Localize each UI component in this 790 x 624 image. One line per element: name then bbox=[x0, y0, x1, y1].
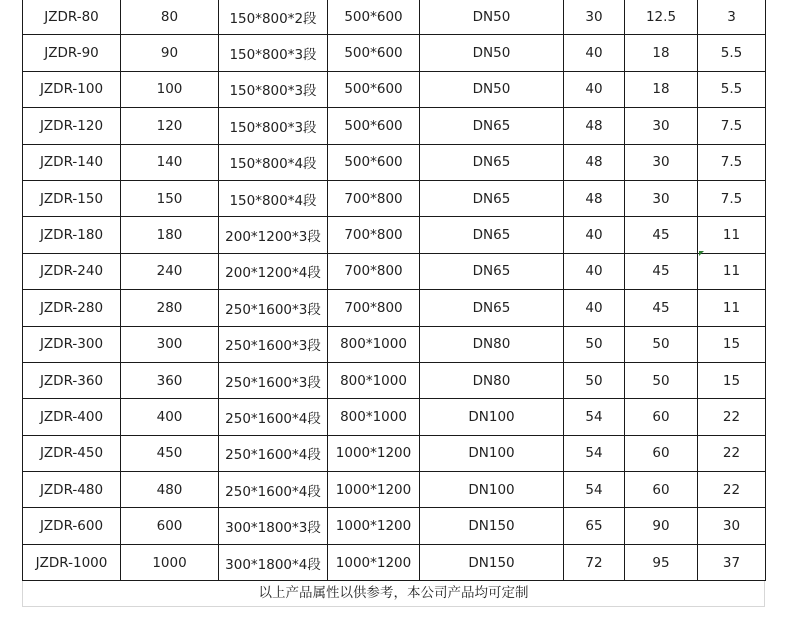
table-cell: JZDR-180 bbox=[23, 217, 121, 253]
table-cell: DN65 bbox=[420, 180, 564, 216]
table-cell: 300 bbox=[121, 326, 219, 362]
table-cell: 30 bbox=[698, 508, 766, 544]
table-cell: 5.5 bbox=[698, 35, 766, 71]
table-cell: 150*800*4段 bbox=[219, 144, 328, 180]
table-cell: JZDR-90 bbox=[23, 35, 121, 71]
table-cell: 100 bbox=[121, 71, 219, 107]
table-cell: 600 bbox=[121, 508, 219, 544]
table-cell: JZDR-280 bbox=[23, 290, 121, 326]
table-cell: 50 bbox=[625, 326, 698, 362]
table-cell: JZDR-450 bbox=[23, 435, 121, 471]
table-cell: 480 bbox=[121, 472, 219, 508]
table-cell: 1000*1200 bbox=[328, 544, 420, 580]
table-cell: 48 bbox=[564, 180, 625, 216]
table-cell: 400 bbox=[121, 399, 219, 435]
table-cell: DN100 bbox=[420, 472, 564, 508]
table-row bbox=[23, 144, 766, 180]
table-cell: 300*1800*3段 bbox=[219, 508, 328, 544]
table-cell: JZDR-140 bbox=[23, 144, 121, 180]
table-cell: 240 bbox=[121, 253, 219, 289]
table-cell: 700*800 bbox=[328, 180, 420, 216]
table-cell: 7.5 bbox=[698, 180, 766, 216]
table-cell: 200*1200*3段 bbox=[219, 217, 328, 253]
table-row bbox=[23, 71, 766, 107]
table-cell: 90 bbox=[625, 508, 698, 544]
table-cell: 15 bbox=[698, 326, 766, 362]
table-cell: 30 bbox=[625, 180, 698, 216]
table-cell: 250*1600*4段 bbox=[219, 399, 328, 435]
table-footnote: 以上产品属性以供参考，本公司产品均可定制 bbox=[22, 581, 765, 607]
table-cell: 120 bbox=[121, 108, 219, 144]
table-cell: 18 bbox=[625, 35, 698, 71]
table-cell: 15 bbox=[698, 362, 766, 398]
table-cell: 450 bbox=[121, 435, 219, 471]
table-cell: 800*1000 bbox=[328, 362, 420, 398]
table-cell: 250*1600*4段 bbox=[219, 472, 328, 508]
table-cell: 800*1000 bbox=[328, 399, 420, 435]
table-cell: 30 bbox=[564, 0, 625, 35]
table-cell: 250*1600*3段 bbox=[219, 326, 328, 362]
table-cell: 200*1200*4段 bbox=[219, 253, 328, 289]
table-cell: JZDR-300 bbox=[23, 326, 121, 362]
table-row bbox=[23, 362, 766, 398]
table-row bbox=[23, 399, 766, 435]
table-cell: JZDR-100 bbox=[23, 71, 121, 107]
table-cell: 22 bbox=[698, 435, 766, 471]
table-cell: DN150 bbox=[420, 544, 564, 580]
table-cell: 500*600 bbox=[328, 71, 420, 107]
table-row bbox=[23, 290, 766, 326]
spec-table bbox=[22, 0, 766, 581]
table-cell: 500*600 bbox=[328, 0, 420, 35]
table-row bbox=[23, 435, 766, 471]
table-cell: 40 bbox=[564, 35, 625, 71]
table-cell: 1000*1200 bbox=[328, 435, 420, 471]
table-cell: JZDR-150 bbox=[23, 180, 121, 216]
table-cell: 700*800 bbox=[328, 217, 420, 253]
table-cell: 150*800*2段 bbox=[219, 0, 328, 35]
table-row bbox=[23, 326, 766, 362]
table-cell: 800*1000 bbox=[328, 326, 420, 362]
table-cell: 22 bbox=[698, 399, 766, 435]
table-cell: 54 bbox=[564, 472, 625, 508]
table-cell: 80 bbox=[121, 0, 219, 35]
spec-table-container bbox=[22, 0, 765, 607]
table-cell: 12.5 bbox=[625, 0, 698, 35]
table-row bbox=[23, 472, 766, 508]
table-cell: 11 bbox=[698, 290, 766, 326]
table-cell: 11 bbox=[698, 253, 766, 289]
table-cell: 7.5 bbox=[698, 108, 766, 144]
table-cell: 3 bbox=[698, 0, 766, 35]
table-cell: 250*1600*4段 bbox=[219, 435, 328, 471]
table-cell: 50 bbox=[564, 362, 625, 398]
table-cell: 37 bbox=[698, 544, 766, 580]
table-row bbox=[23, 108, 766, 144]
table-cell: 60 bbox=[625, 435, 698, 471]
table-cell: JZDR-240 bbox=[23, 253, 121, 289]
table-cell: 30 bbox=[625, 144, 698, 180]
table-cell: DN80 bbox=[420, 362, 564, 398]
table-cell: 90 bbox=[121, 35, 219, 71]
table-cell: 50 bbox=[564, 326, 625, 362]
table-cell: 300*1800*4段 bbox=[219, 544, 328, 580]
table-row bbox=[23, 217, 766, 253]
table-cell: 95 bbox=[625, 544, 698, 580]
table-cell: JZDR-600 bbox=[23, 508, 121, 544]
table-cell: 150*800*4段 bbox=[219, 180, 328, 216]
table-cell: DN50 bbox=[420, 0, 564, 35]
table-cell: 5.5 bbox=[698, 71, 766, 107]
table-row bbox=[23, 544, 766, 580]
table-cell: DN65 bbox=[420, 217, 564, 253]
table-cell: 1000*1200 bbox=[328, 508, 420, 544]
table-cell: 250*1600*3段 bbox=[219, 290, 328, 326]
table-cell: 45 bbox=[625, 290, 698, 326]
table-cell: 40 bbox=[564, 290, 625, 326]
spec-table-body bbox=[23, 0, 766, 581]
table-cell: 280 bbox=[121, 290, 219, 326]
table-cell: DN80 bbox=[420, 326, 564, 362]
table-cell: JZDR-120 bbox=[23, 108, 121, 144]
table-cell: 60 bbox=[625, 399, 698, 435]
table-cell: JZDR-360 bbox=[23, 362, 121, 398]
table-cell: 180 bbox=[121, 217, 219, 253]
table-cell: DN65 bbox=[420, 290, 564, 326]
table-cell: 40 bbox=[564, 253, 625, 289]
table-cell: 700*800 bbox=[328, 290, 420, 326]
table-cell: DN50 bbox=[420, 71, 564, 107]
table-row bbox=[23, 0, 766, 35]
table-cell: 72 bbox=[564, 544, 625, 580]
table-cell: DN65 bbox=[420, 253, 564, 289]
table-cell: DN65 bbox=[420, 108, 564, 144]
table-cell: 54 bbox=[564, 399, 625, 435]
table-cell: 11 bbox=[698, 217, 766, 253]
table-cell: JZDR-1000 bbox=[23, 544, 121, 580]
table-cell: 150 bbox=[121, 180, 219, 216]
table-cell: 30 bbox=[625, 108, 698, 144]
table-cell: 54 bbox=[564, 435, 625, 471]
table-cell: 700*800 bbox=[328, 253, 420, 289]
table-cell: DN100 bbox=[420, 399, 564, 435]
table-cell: JZDR-400 bbox=[23, 399, 121, 435]
table-cell: 48 bbox=[564, 108, 625, 144]
table-row bbox=[23, 35, 766, 71]
table-cell: 48 bbox=[564, 144, 625, 180]
table-cell: 18 bbox=[625, 71, 698, 107]
table-cell: DN100 bbox=[420, 435, 564, 471]
table-row bbox=[23, 508, 766, 544]
table-cell: DN50 bbox=[420, 35, 564, 71]
table-cell: 60 bbox=[625, 472, 698, 508]
table-cell: 250*1600*3段 bbox=[219, 362, 328, 398]
table-cell: 150*800*3段 bbox=[219, 108, 328, 144]
table-cell: JZDR-480 bbox=[23, 472, 121, 508]
table-cell: 22 bbox=[698, 472, 766, 508]
table-row bbox=[23, 180, 766, 216]
table-cell: 65 bbox=[564, 508, 625, 544]
table-cell: JZDR-80 bbox=[23, 0, 121, 35]
table-cell: 45 bbox=[625, 217, 698, 253]
cell-comment-marker bbox=[699, 251, 704, 256]
table-cell: 500*600 bbox=[328, 144, 420, 180]
table-cell: 45 bbox=[625, 253, 698, 289]
table-cell: 140 bbox=[121, 144, 219, 180]
table-cell: 7.5 bbox=[698, 144, 766, 180]
table-cell: 500*600 bbox=[328, 108, 420, 144]
table-cell: 1000*1200 bbox=[328, 472, 420, 508]
table-cell: 360 bbox=[121, 362, 219, 398]
table-cell: 50 bbox=[625, 362, 698, 398]
table-cell: 150*800*3段 bbox=[219, 71, 328, 107]
table-cell: DN65 bbox=[420, 144, 564, 180]
table-cell: 150*800*3段 bbox=[219, 35, 328, 71]
table-cell: DN150 bbox=[420, 508, 564, 544]
table-cell: 1000 bbox=[121, 544, 219, 580]
table-cell: 40 bbox=[564, 217, 625, 253]
table-cell: 40 bbox=[564, 71, 625, 107]
table-cell: 500*600 bbox=[328, 35, 420, 71]
table-row bbox=[23, 253, 766, 289]
